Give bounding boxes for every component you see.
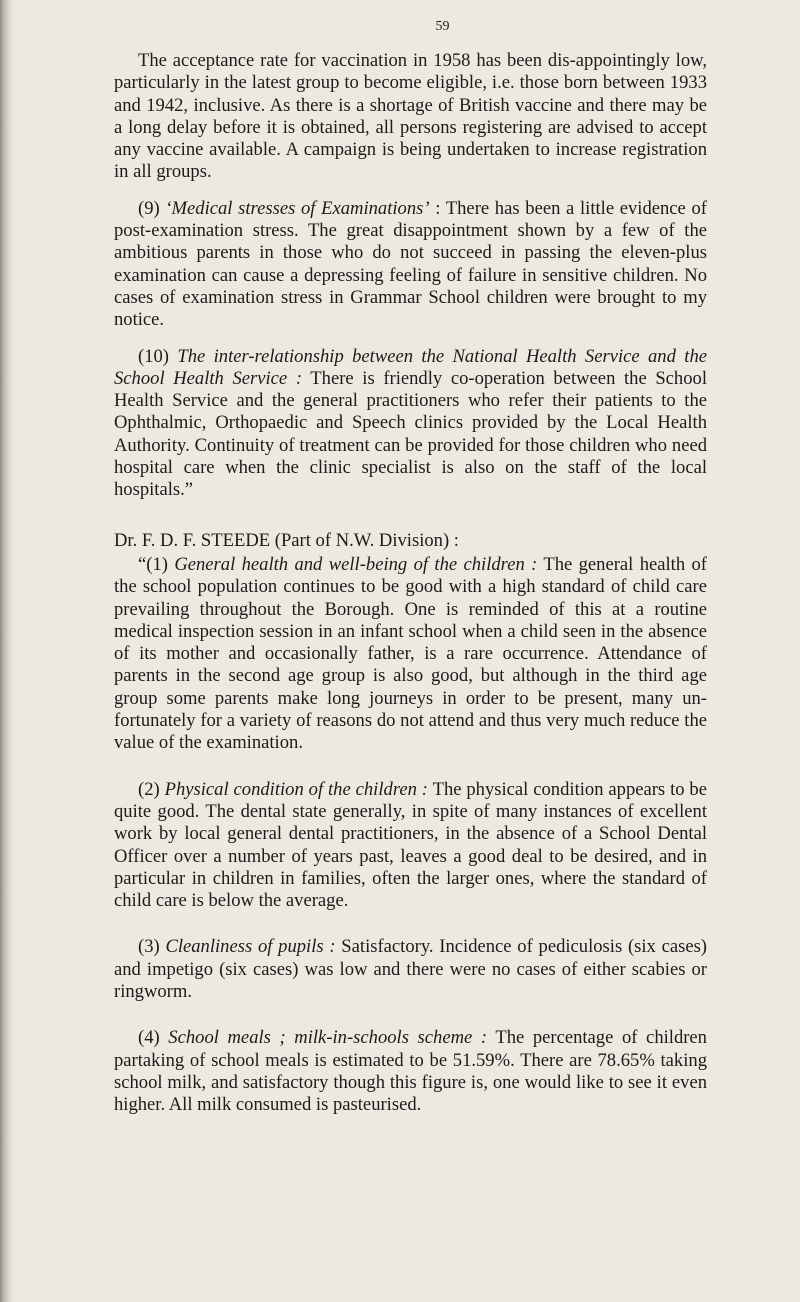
page-number: 59 — [435, 19, 450, 34]
section-heading-steede: Dr. F. D. F. STEEDE (Part of N.W. Division) : — [114, 529, 459, 551]
item-body: : There has been a little evidence of post-examination stress. The great disappointment shown by a few of the ambitious parents in those who do not succeed in passing the eleven-plus examination can cause a depressing feeling of failure in sensitive children. No cases of examination stress in Grammar School children were brought to my notice. — [114, 197, 707, 331]
item-title: ‘Medical stresses of Examinations’ — [165, 197, 430, 219]
paragraph-school-meals — [114, 1027, 707, 1116]
item-title: Physical condition of the children : — [164, 778, 429, 800]
paragraph-inter-relationship — [114, 346, 707, 502]
item-number: (4) — [138, 1027, 169, 1049]
item-title: Cleanliness of pupils : — [165, 936, 336, 958]
item-number: (9) — [138, 197, 166, 219]
page-binding-edge — [0, 0, 14, 1302]
item-body: Satisfactory. Incidence of pediculosis (six cases) and impetigo (six cases) was low and there were no cases of either scabies or ringworm. — [114, 936, 707, 1002]
item-number: (10) — [138, 345, 178, 367]
paragraph-general-health — [114, 554, 707, 755]
item-title: School meals ; milk-in-schools scheme : — [168, 1027, 488, 1049]
paragraph-medical-stresses — [114, 198, 707, 332]
document-page — [114, 0, 707, 1302]
paragraph-vaccination: The acceptance rate for vaccination in 1958 has been dis-appointingly low, particularly in the latest group to become eligible, i.e. those born between 1933 and 1942, inclusive. As there is a shortage of British vaccine and there may be a long delay before it is obtained, all persons registering are advised to accept any vaccine available. A campaign is being undertaken to increase registration in all groups. — [114, 50, 707, 183]
item-title: General health and well-being of the children : — [174, 553, 538, 575]
item-body: The general health of the school population continues to be good with a high standard of child care prevailing throughout the Borough. One is reminded of this at a routine medical inspection session in an infant school when a child seen in the absence of its mother and occasionally father, is a rare occurrence. Attendance of parents in the second age group is also good, but although in the third age group some parents make long journeys in order to be present, many un-fortunately for a variety of reasons do not attend and thus very much reduce the value of the examination. — [114, 553, 708, 754]
item-number: “(1) — [138, 553, 175, 575]
item-number: (3) — [138, 936, 166, 958]
paragraph-cleanliness — [114, 936, 707, 1003]
item-body: The physical condition appears to be quite good. The dental state generally, in spite of many instances of excellent work by local general dental practitioners, in the absence of a School Dental Officer over a number of years past, leaves a good deal to be desired, and in particular in children in families, often the larger ones, where the standard of child care is below the average. — [114, 778, 707, 912]
paragraph-physical-condition — [114, 779, 707, 913]
item-body: There is friendly co-operation between the School Health Service and the general practitioners who refer their patients to the Ophthalmic, Orthopaedic and Speech clinics provided by the Local Health Authority. Continuity of treatment can be provided for those children who need hospital care when the clinic specialist is also on the staff of the local hospitals.” — [114, 367, 707, 501]
item-title: The inter-relationship between the National Health Service and the School Health Service : — [114, 345, 707, 389]
item-number: (2) — [138, 778, 165, 800]
item-body: The percentage of children partaking of school meals is estimated to be 51.59%. There are 78.65% taking school milk, and satisfactory though this figure is, one would like to see it even higher. All milk consumed is pasteurised. — [114, 1027, 707, 1116]
